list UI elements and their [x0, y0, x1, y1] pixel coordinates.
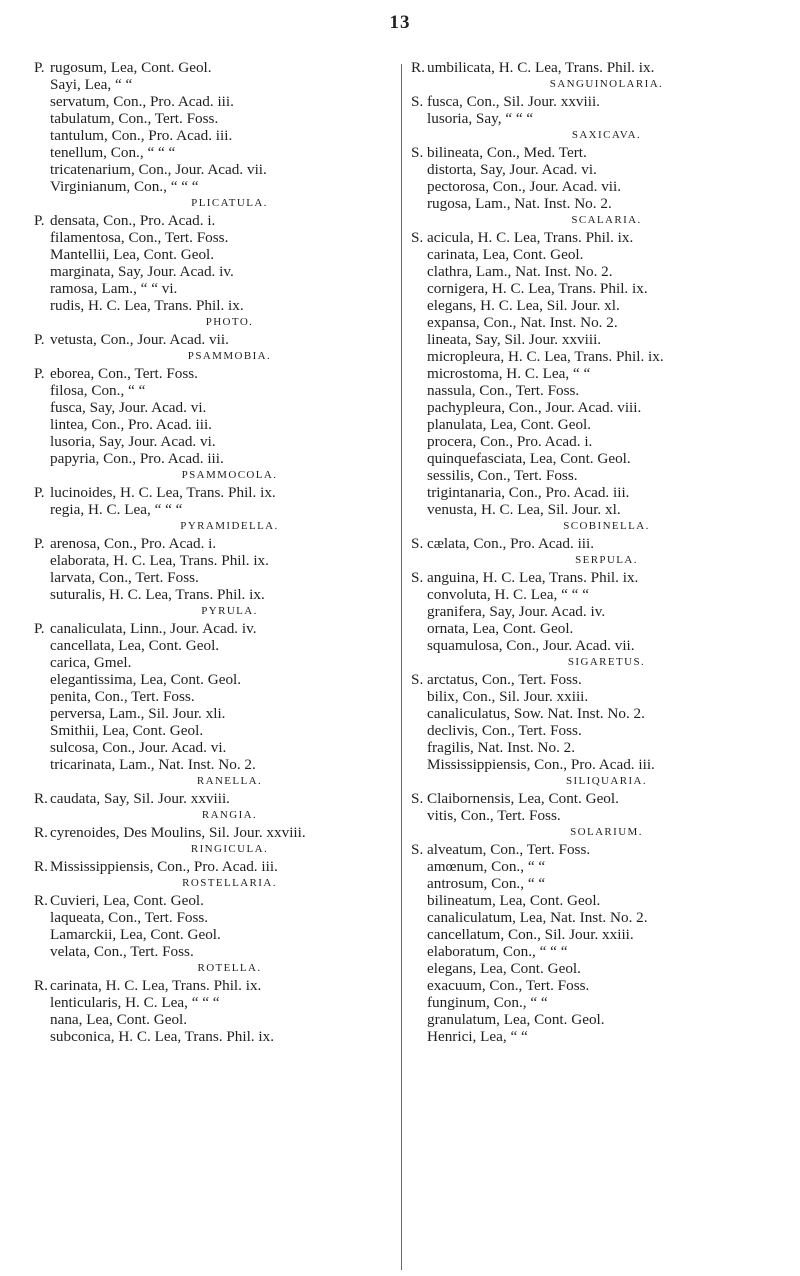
species-citation: nana, Lea, Cont. Geol.: [50, 1011, 188, 1028]
genus-initial: P.: [34, 331, 45, 348]
species-citation: fragilis, Nat. Inst. No. 2.: [427, 739, 576, 756]
genus-initial: S.: [411, 671, 424, 688]
species-citation: bilix, Con., Sil. Jour. xxiii.: [427, 688, 589, 705]
species-entry: [34, 399, 409, 416]
genus-heading: SIGARETUS.: [567, 656, 646, 668]
species-entry: [34, 552, 409, 569]
species-citation: eborea, Con., Tert. Foss.: [50, 365, 198, 382]
species-entry: [34, 705, 409, 722]
species-citation: trigintanaria, Con., Pro. Acad. iii.: [427, 484, 630, 501]
species-entry: [411, 195, 786, 212]
species-entry: [411, 110, 786, 127]
species-entry: [411, 858, 786, 875]
species-citation: cælata, Con., Pro. Acad. iii.: [427, 535, 595, 552]
species-citation: fusca, Con., Sil. Jour. xxviii.: [427, 93, 600, 110]
species-citation: perversa, Lam., Sil. Jour. xli.: [50, 705, 226, 722]
species-citation: ornata, Lea, Cont. Geol.: [427, 620, 574, 637]
species-entry: [34, 127, 409, 144]
genus-initial: S.: [411, 93, 424, 110]
species-citation: vetusta, Con., Jour. Acad. vii.: [50, 331, 229, 348]
genus-heading: PHOTO.: [205, 316, 254, 328]
species-entry: [34, 501, 409, 518]
species-citation: Sayi, Lea, “ “: [50, 76, 133, 93]
species-citation: umbilicata, H. C. Lea, Trans. Phil. ix.: [427, 59, 655, 76]
species-entry: [411, 807, 786, 824]
species-citation: Claibornensis, Lea, Cont. Geol.: [427, 790, 619, 807]
species-entry: [34, 433, 409, 450]
species-entry: [34, 620, 409, 637]
species-citation: Henrici, Lea, “ “: [427, 1028, 528, 1045]
genus-initial: S.: [411, 569, 424, 586]
species-citation: fusca, Say, Jour. Acad. vi.: [50, 399, 207, 416]
species-entry: [411, 501, 786, 518]
species-citation: lenticularis, H. C. Lea, “ “ “: [50, 994, 220, 1011]
species-entry: [411, 93, 786, 110]
species-citation: rugosum, Lea, Cont. Geol.: [50, 59, 212, 76]
page-number: 13: [389, 12, 411, 33]
genus-initial: P.: [34, 484, 45, 501]
species-entry: [34, 892, 409, 909]
species-entry: [34, 824, 409, 841]
species-entry: [411, 892, 786, 909]
species-citation: densata, Con., Pro. Acad. i.: [50, 212, 216, 229]
species-entry: [34, 93, 409, 110]
genus-initial: R.: [34, 790, 48, 807]
species-entry: [34, 144, 409, 161]
species-citation: velata, Con., Tert. Foss.: [50, 943, 194, 960]
species-citation: filamentosa, Con., Tert. Foss.: [50, 229, 229, 246]
species-entry: [411, 59, 786, 76]
species-entry: [34, 739, 409, 756]
species-entry: [411, 960, 786, 977]
species-entry: [411, 348, 786, 365]
species-citation: lineata, Say, Sil. Jour. xxviii.: [427, 331, 602, 348]
species-citation: sulcosa, Con., Jour. Acad. vi.: [50, 739, 227, 756]
species-entry: [34, 484, 409, 501]
species-entry: [411, 161, 786, 178]
genus-initial: S.: [411, 841, 424, 858]
species-entry: [411, 841, 786, 858]
species-entry: [411, 297, 786, 314]
species-citation: pachypleura, Con., Jour. Acad. viii.: [427, 399, 642, 416]
genus-initial: S.: [411, 535, 424, 552]
species-citation: caudata, Say, Sil. Jour. xxviii.: [50, 790, 230, 807]
species-citation: rugosa, Lam., Nat. Inst. No. 2.: [427, 195, 612, 212]
species-citation: elaboratum, Con., “ “ “: [427, 943, 568, 960]
species-citation: acicula, H. C. Lea, Trans. Phil. ix.: [427, 229, 634, 246]
species-entry: [34, 212, 409, 229]
genus-heading: SCALARIA.: [571, 214, 642, 226]
species-entry: [34, 756, 409, 773]
species-citation: squamulosa, Con., Jour. Acad. vii.: [427, 637, 635, 654]
genus-initial: P.: [34, 620, 45, 637]
species-entry: [34, 246, 409, 263]
species-entry: [411, 314, 786, 331]
species-entry: [411, 1028, 786, 1045]
species-entry: [411, 722, 786, 739]
genus-initial: S.: [411, 229, 424, 246]
species-citation: tricatenarium, Con., Jour. Acad. vii.: [50, 161, 267, 178]
species-entry: [411, 433, 786, 450]
species-citation: regia, H. C. Lea, “ “ “: [50, 501, 183, 518]
species-entry: [34, 586, 409, 603]
genus-heading: PYRULA.: [201, 605, 258, 617]
species-entry: [411, 620, 786, 637]
species-citation: declivis, Con., Tert. Foss.: [427, 722, 582, 739]
species-entry: [411, 365, 786, 382]
species-citation: marginata, Say, Jour. Acad. iv.: [50, 263, 234, 280]
species-entry: [411, 756, 786, 773]
species-entry: [411, 535, 786, 552]
species-entry: [411, 739, 786, 756]
genus-heading: PYRAMIDELLA.: [180, 520, 279, 532]
species-citation: alveatum, Con., Tert. Foss.: [427, 841, 591, 858]
species-entry: [411, 637, 786, 654]
species-citation: granifera, Say, Jour. Acad. iv.: [427, 603, 606, 620]
species-entry: [411, 705, 786, 722]
genus-heading: SERPULA.: [575, 554, 638, 566]
species-citation: granulatum, Lea, Cont. Geol.: [427, 1011, 605, 1028]
species-citation: lucinoides, H. C. Lea, Trans. Phil. ix.: [50, 484, 276, 501]
genus-heading: RANGIA.: [201, 809, 258, 821]
genus-heading: PSAMMOBIA.: [187, 350, 272, 362]
species-citation: ramosa, Lam., “ “ vi.: [50, 280, 178, 297]
species-citation: carinata, Lea, Cont. Geol.: [427, 246, 584, 263]
species-entry: [411, 229, 786, 246]
left-column: [34, 59, 409, 1045]
species-citation: carica, Gmel.: [50, 654, 132, 671]
species-entry: [411, 671, 786, 688]
species-citation: lintea, Con., Pro. Acad. iii.: [50, 416, 212, 433]
species-citation: Smithii, Lea, Cont. Geol.: [50, 722, 204, 739]
species-entry: [411, 586, 786, 603]
species-entry: [411, 280, 786, 297]
species-citation: subconica, H. C. Lea, Trans. Phil. ix.: [50, 1028, 275, 1045]
species-entry: [411, 144, 786, 161]
species-entry: [411, 416, 786, 433]
species-entry: [411, 246, 786, 263]
species-entry: [34, 229, 409, 246]
genus-heading: SOLARIUM.: [570, 826, 643, 838]
species-citation: cornigera, H. C. Lea, Trans. Phil. ix.: [427, 280, 648, 297]
species-citation: amœnum, Con., “ “: [427, 858, 546, 875]
species-citation: tabulatum, Con., Tert. Foss.: [50, 110, 219, 127]
genus-heading: SANGUINOLARIA.: [549, 78, 664, 90]
species-entry: [411, 178, 786, 195]
species-citation: elegans, Lea, Cont. Geol.: [427, 960, 581, 977]
species-citation: anguina, H. C. Lea, Trans. Phil. ix.: [427, 569, 639, 586]
species-entry: [34, 365, 409, 382]
species-entry: [34, 331, 409, 348]
genus-heading: ROTELLA.: [197, 962, 262, 974]
species-entry: [411, 382, 786, 399]
species-entry: [34, 59, 409, 76]
species-citation: micropleura, H. C. Lea, Trans. Phil. ix.: [427, 348, 664, 365]
genus-initial: P.: [34, 212, 45, 229]
genus-heading: SAXICAVA.: [571, 129, 642, 141]
species-entry: [34, 297, 409, 314]
species-citation: Mantellii, Lea, Cont. Geol.: [50, 246, 215, 263]
genus-initial: R.: [411, 59, 425, 76]
species-entry: [411, 467, 786, 484]
species-entry: [34, 909, 409, 926]
species-citation: suturalis, H. C. Lea, Trans. Phil. ix.: [50, 586, 265, 603]
species-citation: procera, Con., Pro. Acad. i.: [427, 433, 593, 450]
species-entry: [411, 943, 786, 960]
species-entry: [34, 1011, 409, 1028]
species-citation: lusoria, Say, Jour. Acad. vi.: [50, 433, 216, 450]
species-citation: clathra, Lam., Nat. Inst. No. 2.: [427, 263, 613, 280]
species-entry: [411, 331, 786, 348]
right-column: [411, 59, 786, 1045]
species-entry: [411, 399, 786, 416]
genus-heading: SCOBINELLA.: [563, 520, 650, 532]
species-citation: rudis, H. C. Lea, Trans. Phil. ix.: [50, 297, 244, 314]
species-entry: [34, 382, 409, 399]
genus-initial: R.: [34, 892, 48, 909]
species-entry: [34, 535, 409, 552]
species-citation: antrosum, Con., “ “: [427, 875, 546, 892]
species-citation: Mississippiensis, Con., Pro. Acad. iii.: [427, 756, 655, 773]
species-citation: tricarinata, Lam., Nat. Inst. No. 2.: [50, 756, 256, 773]
genus-initial: P.: [34, 365, 45, 382]
species-entry: [34, 280, 409, 297]
species-entry: [34, 1028, 409, 1045]
genus-heading: SILIQUARIA.: [565, 775, 648, 787]
species-citation: canaliculatus, Sow. Nat. Inst. No. 2.: [427, 705, 645, 722]
genus-initial: P.: [34, 535, 45, 552]
species-citation: venusta, H. C. Lea, Sil. Jour. xl.: [427, 501, 621, 518]
species-citation: cyrenoides, Des Moulins, Sil. Jour. xxviii.: [50, 824, 306, 841]
species-citation: canaliculatum, Lea, Nat. Inst. No. 2.: [427, 909, 648, 926]
species-entry: [411, 688, 786, 705]
species-citation: elegans, H. C. Lea, Sil. Jour. xl.: [427, 297, 620, 314]
species-citation: papyria, Con., Pro. Acad. iii.: [50, 450, 224, 467]
species-citation: expansa, Con., Nat. Inst. No. 2.: [427, 314, 618, 331]
species-citation: elegantissima, Lea, Cont. Geol.: [50, 671, 242, 688]
species-entry: [411, 790, 786, 807]
species-citation: arctatus, Con., Tert. Foss.: [427, 671, 582, 688]
species-citation: servatum, Con., Pro. Acad. iii.: [50, 93, 234, 110]
genus-initial: R.: [34, 858, 48, 875]
species-citation: cancellata, Lea, Cont. Geol.: [50, 637, 220, 654]
genus-initial: P.: [34, 59, 45, 76]
species-entry: [34, 977, 409, 994]
species-citation: carinata, H. C. Lea, Trans. Phil. ix.: [50, 977, 262, 994]
species-citation: Lamarckii, Lea, Cont. Geol.: [50, 926, 221, 943]
species-citation: pectorosa, Con., Jour. Acad. vii.: [427, 178, 622, 195]
species-entry: [411, 977, 786, 994]
species-entry: [411, 909, 786, 926]
species-citation: tenellum, Con., “ “ “: [50, 144, 176, 161]
species-entry: [34, 637, 409, 654]
species-entry: [34, 671, 409, 688]
species-entry: [411, 263, 786, 280]
genus-heading: PLICATULA.: [191, 197, 268, 209]
species-entry: [34, 994, 409, 1011]
genus-heading: RANELLA.: [196, 775, 263, 787]
species-citation: funginum, Con., “ “: [427, 994, 548, 1011]
species-entry: [34, 416, 409, 433]
species-citation: planulata, Lea, Cont. Geol.: [427, 416, 592, 433]
species-citation: tantulum, Con., Pro. Acad. iii.: [50, 127, 233, 144]
species-entry: [411, 875, 786, 892]
species-entry: [411, 450, 786, 467]
species-citation: convoluta, H. C. Lea, “ “ “: [427, 586, 589, 603]
species-entry: [34, 858, 409, 875]
column-divider: [401, 64, 402, 1270]
species-entry: [34, 943, 409, 960]
species-citation: distorta, Say, Jour. Acad. vi.: [427, 161, 597, 178]
species-entry: [34, 178, 409, 195]
species-citation: exacuum, Con., Tert. Foss.: [427, 977, 590, 994]
species-entry: [34, 688, 409, 705]
species-entry: [411, 1011, 786, 1028]
species-citation: bilineatum, Lea, Cont. Geol.: [427, 892, 601, 909]
genus-initial: S.: [411, 790, 424, 807]
genus-initial: R.: [34, 977, 48, 994]
species-entry: [34, 76, 409, 93]
species-citation: arenosa, Con., Pro. Acad. i.: [50, 535, 217, 552]
species-citation: Cuvieri, Lea, Cont. Geol.: [50, 892, 204, 909]
species-citation: vitis, Con., Tert. Foss.: [427, 807, 561, 824]
species-citation: lusoria, Say, “ “ “: [427, 110, 534, 127]
species-citation: bilineata, Con., Med. Tert.: [427, 144, 587, 161]
genus-initial: S.: [411, 144, 424, 161]
species-citation: cancellatum, Con., Sil. Jour. xxiii.: [427, 926, 634, 943]
species-entry: [411, 603, 786, 620]
species-entry: [34, 161, 409, 178]
species-citation: microstoma, H. C. Lea, “ “: [427, 365, 591, 382]
species-entry: [411, 994, 786, 1011]
species-citation: laqueata, Con., Tert. Foss.: [50, 909, 209, 926]
species-entry: [34, 450, 409, 467]
species-entry: [34, 263, 409, 280]
species-citation: penita, Con., Tert. Foss.: [50, 688, 195, 705]
species-entry: [34, 110, 409, 127]
genus-heading: ROSTELLARIA.: [182, 877, 277, 889]
species-entry: [34, 722, 409, 739]
species-citation: filosa, Con., “ “: [50, 382, 146, 399]
species-entry: [411, 484, 786, 501]
genus-heading: RINGICULA.: [190, 843, 269, 855]
genus-initial: R.: [34, 824, 48, 841]
species-citation: nassula, Con., Tert. Foss.: [427, 382, 580, 399]
genus-heading: PSAMMOCOLA.: [181, 469, 278, 481]
species-citation: Virginianum, Con., “ “ “: [50, 178, 199, 195]
species-entry: [411, 926, 786, 943]
species-citation: elaborata, H. C. Lea, Trans. Phil. ix.: [50, 552, 269, 569]
species-citation: larvata, Con., Tert. Foss.: [50, 569, 199, 586]
species-entry: [34, 654, 409, 671]
species-citation: canaliculata, Linn., Jour. Acad. iv.: [50, 620, 257, 637]
species-entry: [34, 926, 409, 943]
species-entry: [34, 790, 409, 807]
species-citation: quinquefasciata, Lea, Cont. Geol.: [427, 450, 631, 467]
species-citation: sessilis, Con., Tert. Foss.: [427, 467, 578, 484]
species-entry: [411, 569, 786, 586]
species-entry: [34, 569, 409, 586]
species-citation: Mississippiensis, Con., Pro. Acad. iii.: [50, 858, 278, 875]
